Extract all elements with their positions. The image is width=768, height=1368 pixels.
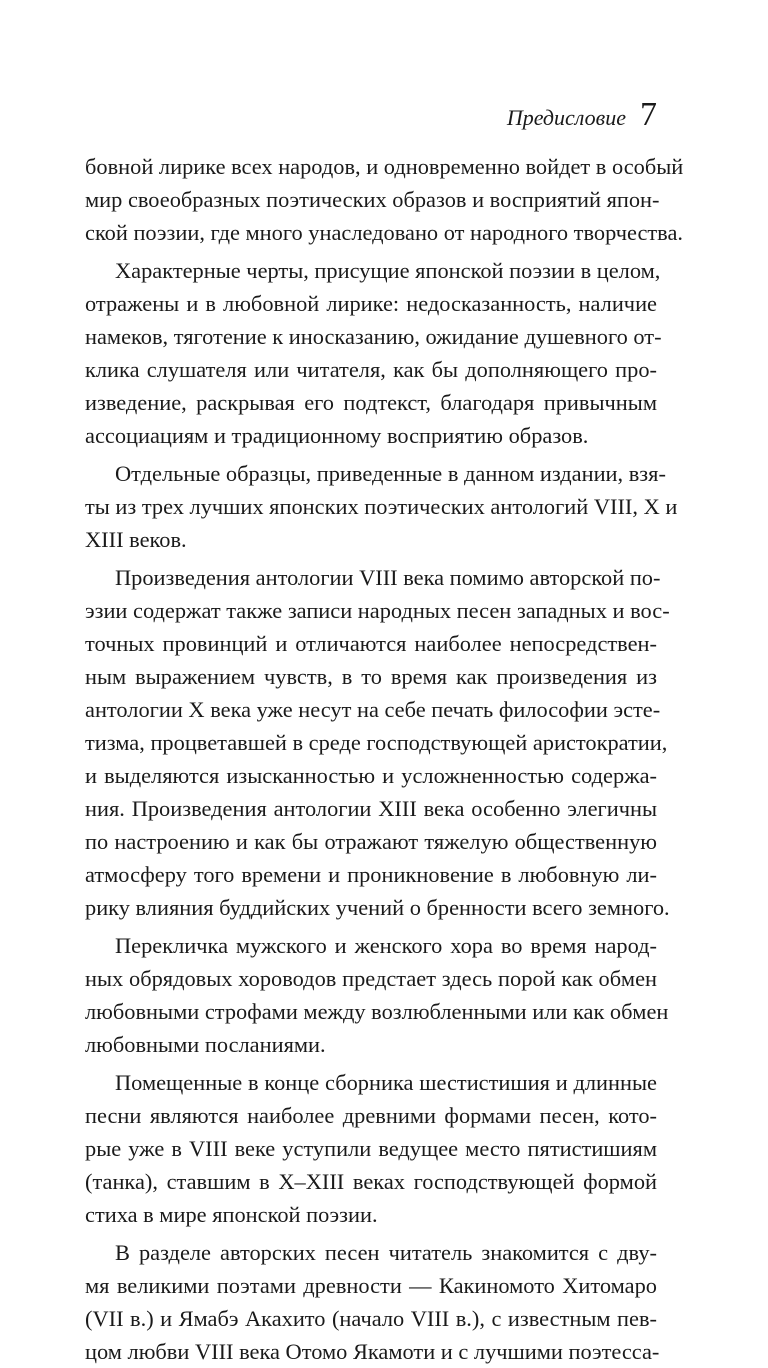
text-line: тизма, процветавшей в среде господствующей аристократии, (85, 730, 668, 755)
text-line: Характерные черты, присущие японской поэзии в целом, (115, 258, 661, 283)
body-text (85, 150, 684, 1368)
text-line: отражены и в любовной лирике: недосказанность, наличие (85, 291, 657, 316)
running-title: Предисловие (506, 105, 626, 130)
text-line: Произведения антологии VIII века помимо авторской по- (115, 565, 661, 590)
text-line: цом любви VIII века Отомо Якамоти и с лучшими поэтесса- (85, 1339, 660, 1364)
text-line: (танка), ставшим в X–XIII веках господствующей формой (85, 1169, 657, 1194)
paragraph (85, 929, 669, 1061)
text-line: ным выражением чувств, в то время как произведения из (85, 664, 657, 689)
paragraph (85, 1236, 660, 1368)
page-number: 7 (640, 96, 657, 133)
text-line: любовными посланиями. (85, 1032, 326, 1057)
text-line: ассоциациям и традиционному восприятию образов. (85, 423, 589, 448)
text-line: рые уже в VIII веке уступили ведущее место пятистишиям (85, 1136, 657, 1161)
text-line: и выделяются изысканностью и усложненностью содержа- (85, 763, 657, 788)
text-line: мир своеобразных поэтических образов и восприятий япон- (85, 187, 660, 212)
text-line: антологии X века уже несут на себе печать философии эсте- (85, 697, 661, 722)
text-line: Перекличка мужского и женского хора во время народ- (115, 933, 657, 958)
text-line: ской поэзии, где много унаследовано от народного творчества. (85, 220, 683, 245)
paragraph (85, 254, 662, 452)
text-line: точных провинций и отличаются наиболее непосредствен- (85, 631, 657, 656)
text-line: Помещенные в конце сборника шестистишия и длинные (115, 1070, 657, 1095)
text-line: ты из трех лучших японских поэтических антологий VIII, X и (85, 494, 678, 519)
text-line: В разделе авторских песен читатель знакомится с дву- (115, 1240, 657, 1265)
text-line: XIII веков. (85, 527, 187, 552)
text-line: рику влияния буддийских учений о бренности всего земного. (85, 895, 670, 920)
text-line: атмосферу того времени и проникновение в любовную ли- (85, 862, 657, 887)
text-line: бовной лирике всех народов, и одновременно войдет в особый (85, 154, 684, 179)
text-line: намеков, тяготение к иносказанию, ожидание душевного от- (85, 324, 662, 349)
text-line: любовными строфами между возлюбленными или как обмен (85, 999, 669, 1024)
paragraph (85, 150, 684, 249)
text-line: стиха в мире японской поэзии. (85, 1202, 378, 1227)
text-line: изведение, раскрывая его подтекст, благодаря привычным (85, 390, 657, 415)
running-header (507, 96, 657, 134)
paragraph (85, 1066, 657, 1231)
text-line: эзии содержат также записи народных песен западных и вос- (85, 598, 670, 623)
text-line: песни являются наиболее древними формами песен, кото- (85, 1103, 657, 1128)
text-line: клика слушателя или читателя, как бы дополняющего про- (85, 357, 657, 382)
text-line: (VII в.) и Ямабэ Акахито (начало VIII в.), с известным пев- (85, 1306, 657, 1331)
book-page (85, 0, 684, 1364)
text-line: Отдельные образцы, приведенные в данном издании, взя- (115, 461, 666, 486)
paragraph (85, 561, 670, 924)
text-line: ных обрядовых хороводов предстает здесь порой как обмен (85, 966, 657, 991)
text-line: мя великими поэтами древности — Какиномото Хитомаро (85, 1273, 657, 1298)
text-line: по настроению и как бы отражают тяжелую общественную (85, 829, 657, 854)
text-line: ния. Произведения антологии XIII века особенно элегичны (85, 796, 657, 821)
paragraph (85, 457, 678, 556)
